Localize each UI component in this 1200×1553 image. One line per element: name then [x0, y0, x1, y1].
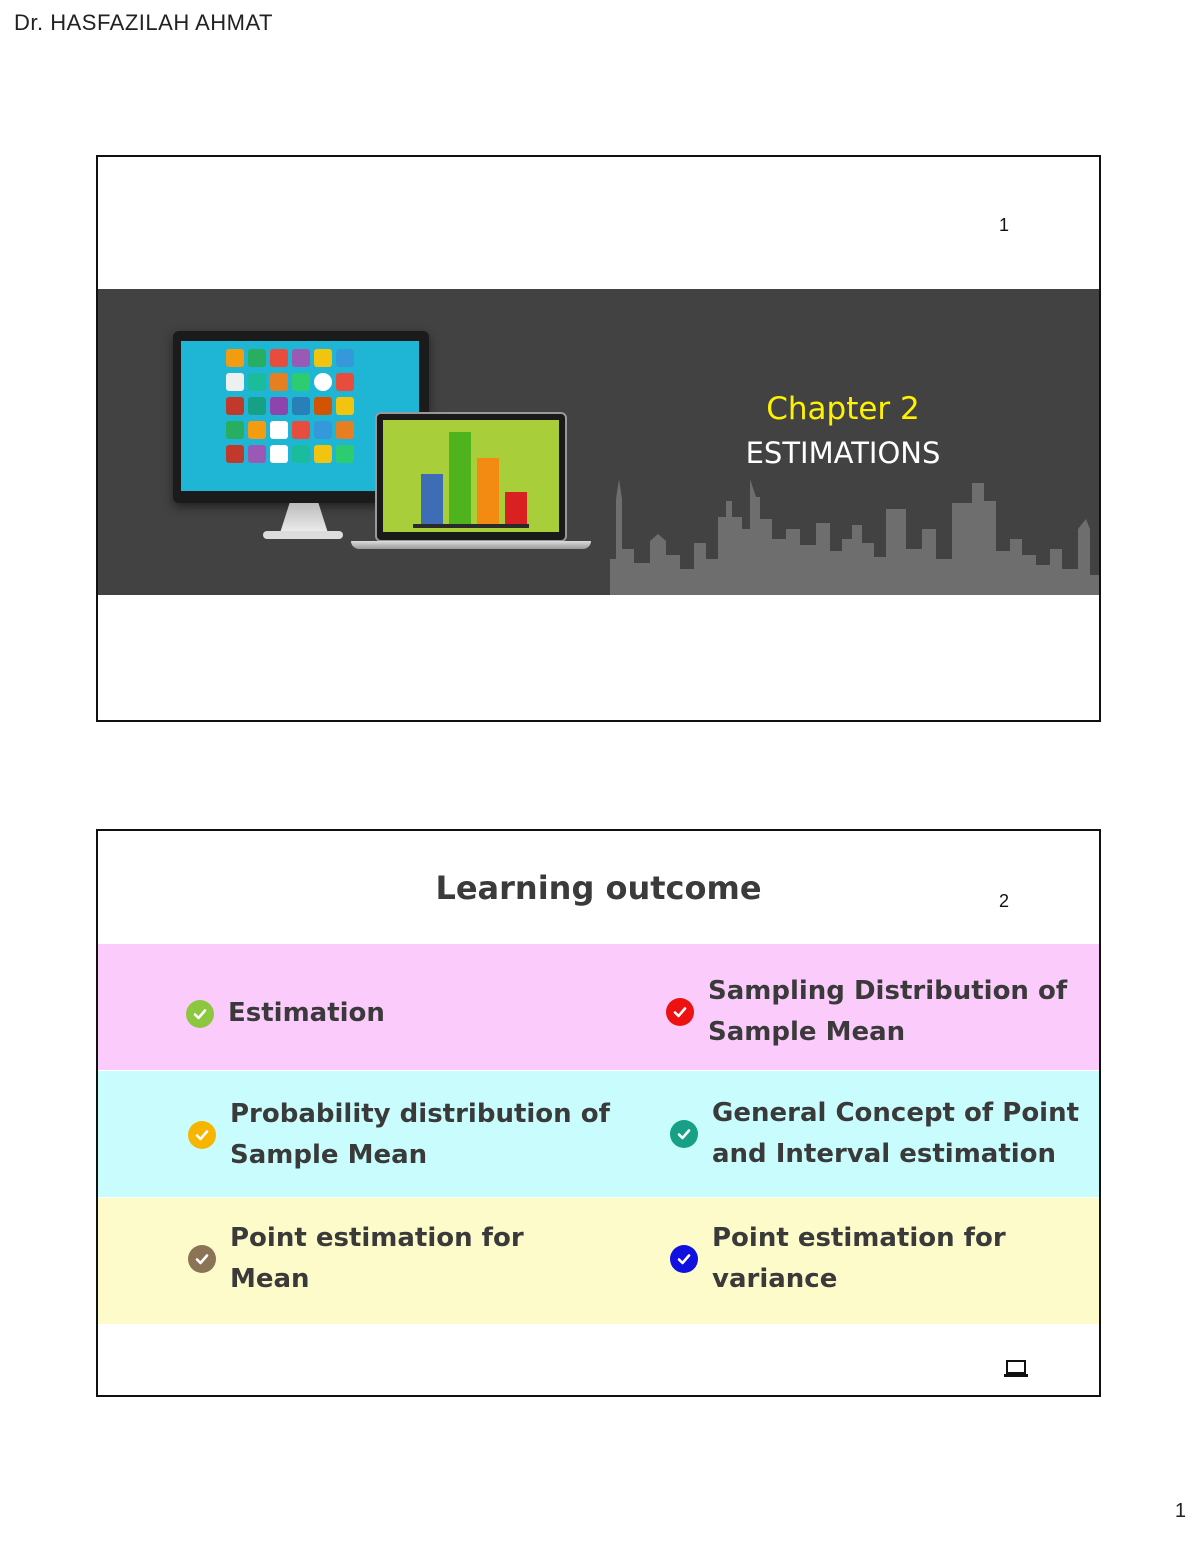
check-circle-icon — [666, 998, 694, 1026]
outcome-text-line: Probability distribution of — [230, 1099, 610, 1129]
chapter-number: Chapter 2 — [766, 391, 920, 427]
author-header: Dr. HASFAZILAH AHMAT — [14, 10, 273, 35]
slide-number: 1 — [998, 215, 1009, 235]
outcome-text-line: Mean — [230, 1264, 310, 1294]
chapter-name: ESTIMATIONS — [745, 436, 941, 470]
check-circle-icon — [670, 1245, 698, 1273]
outcome-text-line: General Concept of Point — [712, 1098, 1080, 1128]
slide-number: 2 — [998, 891, 1009, 911]
outcome-text-line: variance — [712, 1264, 838, 1294]
check-circle-icon — [186, 1000, 214, 1028]
outcome-text-line: Sampling Distribution of — [708, 976, 1068, 1006]
check-circle-icon — [188, 1121, 216, 1149]
outcome-item — [188, 1094, 610, 1176]
outcome-text-line: Sample Mean — [230, 1140, 428, 1170]
outcome-text-line: Estimation — [228, 998, 385, 1028]
outcome-item — [188, 1218, 524, 1300]
laptop-icon — [1003, 1359, 1029, 1379]
title-banner — [98, 289, 1099, 595]
slide-title: Learning outcome — [435, 869, 762, 907]
outcome-item — [186, 993, 385, 1034]
outcome-item — [670, 1218, 1006, 1300]
outcome-text-line: Point estimation for — [712, 1223, 1006, 1253]
app-icons-grid — [226, 349, 361, 463]
outcome-text-line: Point estimation for — [230, 1223, 524, 1253]
outcome-text-line: and Interval estimation — [712, 1139, 1057, 1169]
city-skyline-graphic — [610, 479, 1099, 595]
outcome-item — [666, 971, 1067, 1053]
slide-2 — [96, 829, 1101, 1397]
slide-1 — [96, 155, 1101, 722]
outcome-item — [670, 1093, 1079, 1175]
check-circle-icon — [188, 1245, 216, 1273]
outcome-text-line: Sample Mean — [708, 1017, 906, 1047]
check-circle-icon — [670, 1120, 698, 1148]
laptop-chart-illustration — [375, 412, 567, 542]
page-number: 1 — [1174, 1500, 1186, 1522]
chapter-title — [678, 387, 1008, 475]
